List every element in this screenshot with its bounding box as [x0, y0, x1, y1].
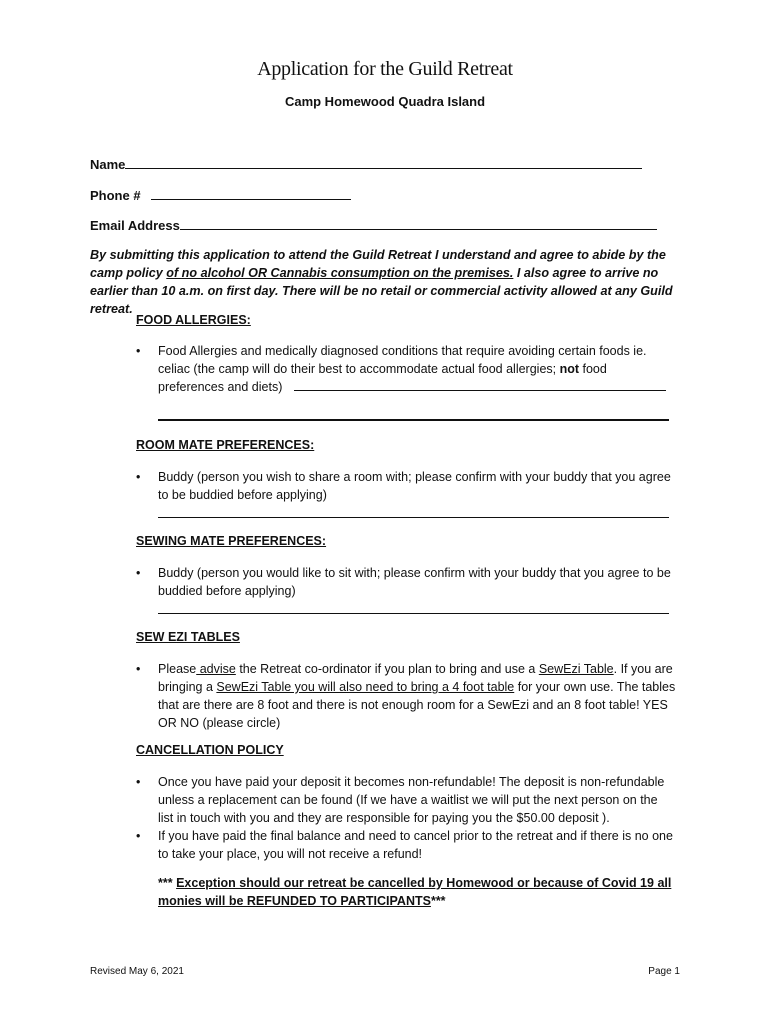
food-text-bold: not [559, 362, 580, 376]
bullet-icon: • [136, 662, 141, 676]
page-subtitle: Camp Homewood Quadra Island [284, 94, 486, 109]
page-title: Application for the Guild Retreat [257, 58, 513, 80]
tables-t4: for your own use. The tables that are there are 8 foot and there is not enough room for a SewEzi and an 8 foot table! YES OR NO (please circle) [158, 680, 676, 730]
phone-line[interactable] [151, 187, 351, 200]
food-text-b: food preferences and diets) [158, 362, 607, 394]
tables-t1: Please [158, 662, 197, 676]
sewing-mate-item [136, 564, 676, 600]
food-answer-line-2[interactable] [158, 419, 669, 421]
sewing-mate-text: Buddy (person you would like to sit with; please confirm with your buddy that you agree to be buddied before applying) [158, 566, 671, 598]
sewing-mate-heading: SEWING MATE PREFERENCES: [136, 534, 327, 548]
agreement-statement [90, 246, 690, 318]
cancellation-heading: CANCELLATION POLICY [136, 743, 284, 757]
email-field[interactable] [90, 217, 657, 233]
name-label: Name [90, 157, 126, 172]
sew-ezi-tables-heading: SEW EZI TABLES [136, 630, 240, 644]
email-line[interactable] [180, 217, 657, 230]
refund-exception-note [158, 874, 678, 910]
roommate-answer-line[interactable] [158, 517, 669, 518]
name-line[interactable] [125, 156, 642, 169]
name-field[interactable] [90, 156, 642, 172]
cancellation-item-2 [136, 827, 676, 863]
roommate-heading: ROOM MATE PREFERENCES: [136, 438, 315, 452]
exception-suffix: *** [430, 894, 446, 908]
exception-prefix: *** [158, 876, 177, 890]
phone-field[interactable] [90, 187, 351, 203]
roommate-text: Buddy (person you wish to share a room with; please confirm with your buddy that you agree to be buddied before applying) [158, 470, 671, 502]
cancellation-text-2: If you have paid the final balance and need to cancel prior to the retreat and if there is no one to take your place, you will not receive a refund! [158, 829, 673, 861]
agreement-policy-underlined: of no alcohol OR Cannabis consumption on the premises. [166, 266, 514, 280]
food-text-a: Food Allergies and medically diagnosed conditions that require avoiding certain foods ie. celiac (the camp will do their best to accommodate actual food allergies; [158, 344, 647, 376]
bullet-icon: • [136, 344, 141, 358]
tables-t2: the Retreat co-ordinator if you plan to bring and use a [235, 662, 539, 676]
agreement-text-1: By submitting this application to attend the Guild Retreat I understand and agree to abide by the camp policy [90, 248, 666, 280]
tables-u2: SewEzi Table [538, 662, 614, 676]
email-label: Email Address [90, 218, 180, 233]
bullet-icon: • [136, 566, 141, 580]
tables-u3: SewEzi Table you will also need to bring a 4 foot table [216, 680, 515, 694]
bullet-icon: • [136, 775, 141, 789]
bullet-icon: • [136, 829, 141, 843]
revised-date: Revised May 6, 2021 [90, 966, 184, 977]
tables-t3: . If you are bringing a [158, 662, 673, 694]
sewing-mate-answer-line[interactable] [158, 613, 669, 614]
food-answer-line-1[interactable] [294, 378, 666, 391]
food-allergies-item [136, 342, 676, 396]
roommate-item [136, 468, 676, 504]
food-allergies-heading: FOOD ALLERGIES: [136, 313, 251, 327]
agreement-text-2: I also agree to arrive no earlier than 10 a.m. on first day. There will be no retail or commercial activity allowed at any Guild retreat. [90, 266, 673, 316]
sew-ezi-tables-item [136, 660, 676, 732]
bullet-icon: • [136, 470, 141, 484]
page-number: Page 1 [648, 966, 680, 977]
exception-underlined: Exception should our retreat be cancelled by Homewood or because of Covid 19 all monies will be REFUNDED TO PARTICIPANTS [158, 876, 672, 908]
cancellation-item-1 [136, 773, 676, 827]
phone-label: Phone # [90, 188, 141, 203]
cancellation-text-1: Once you have paid your deposit it becomes non-refundable! The deposit is non-refundable unless a replacement can be found (If we have a waitlist we will put the next person on the list in touch with you and they are responsible for paying you the $50.00 deposit ). [158, 775, 665, 825]
tables-u1: advise [196, 662, 236, 676]
